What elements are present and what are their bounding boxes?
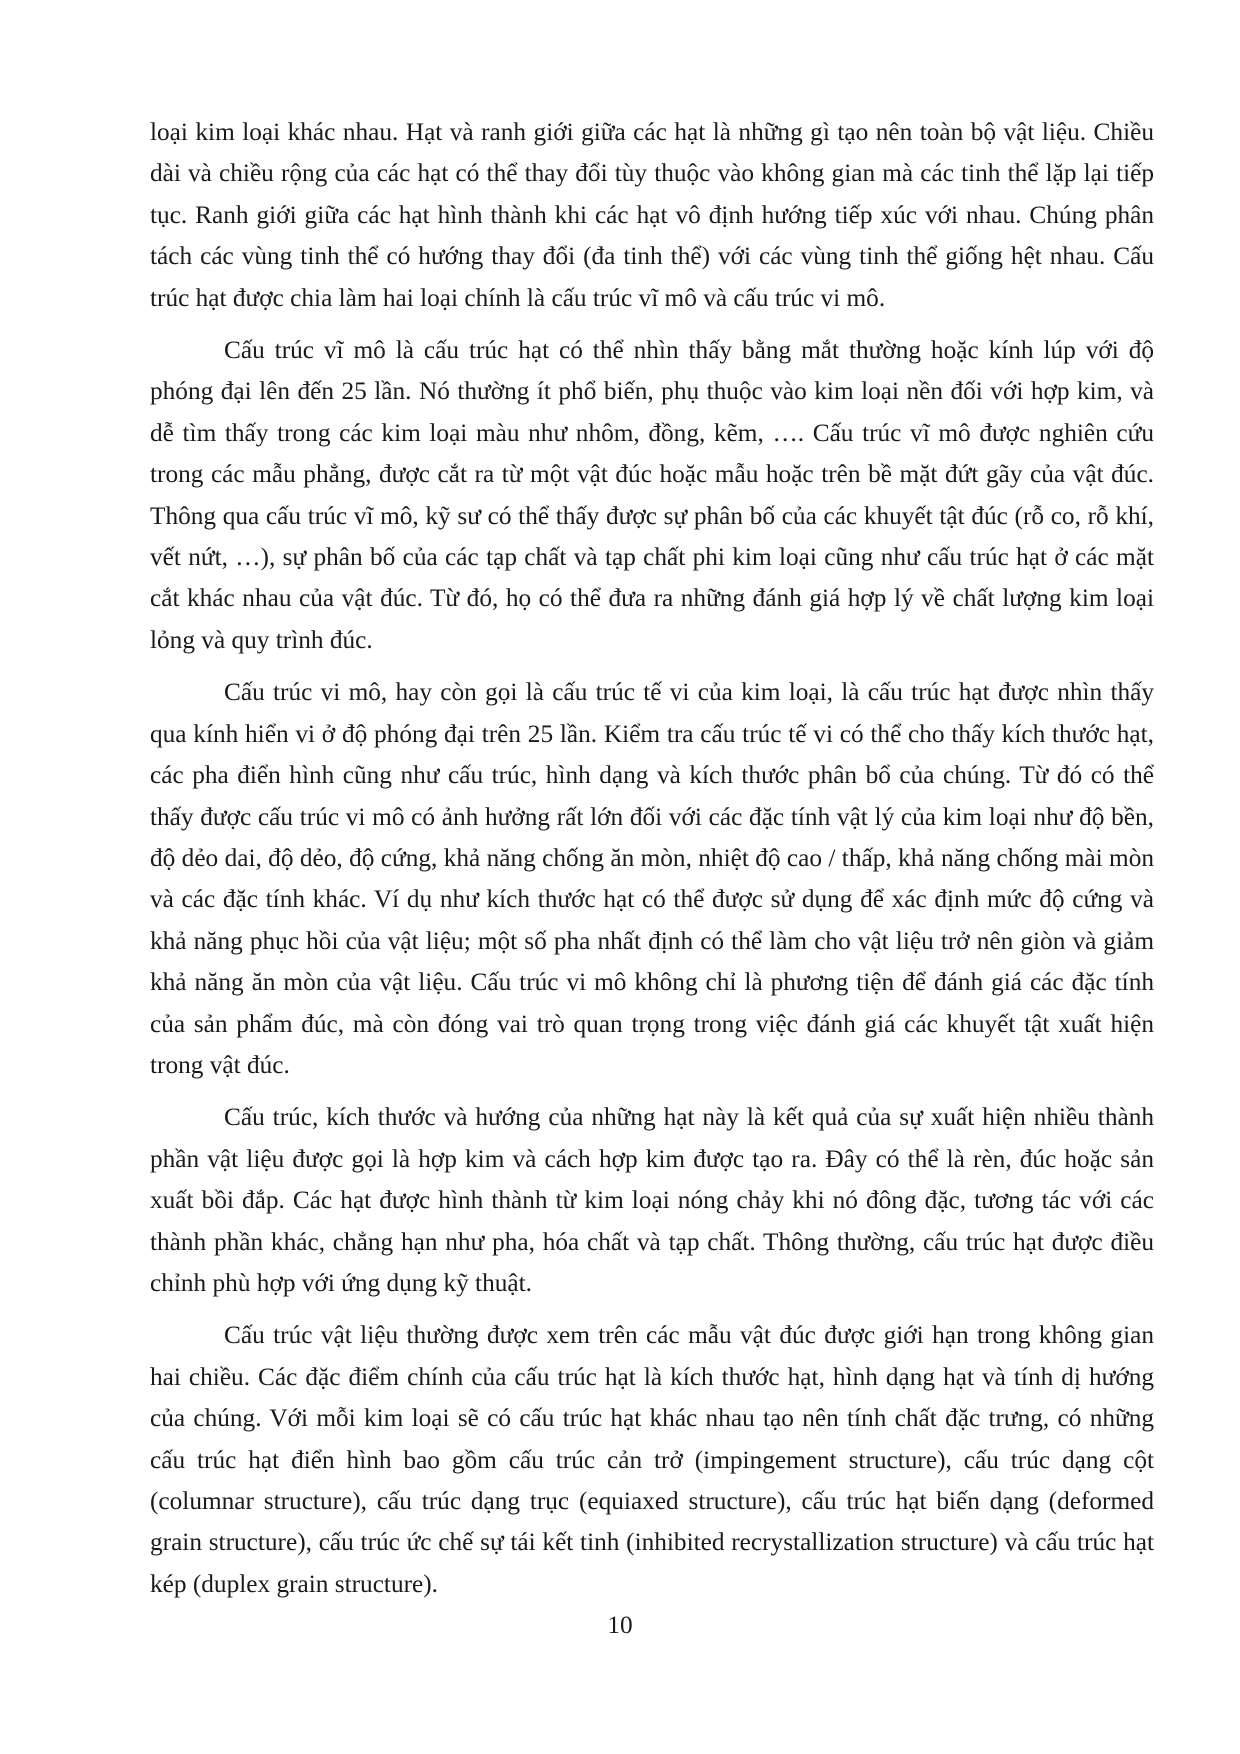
paragraph-grain-formation: Cấu trúc, kích thước và hướng của những hạt này là kết quả của sự xuất hiện nhiều thành phần vật liệu được gọi là hợp kim và cách hợp kim được tạo ra. Đây có thể là rèn, đúc hoặc sản xuất bồi đắp. Các hạt được hình thành từ kim loại nóng chảy khi nó đông đặc, tương tác với các thành phần khác, chẳng hạn như pha, hóa chất và tạp chất. Thông thường, cấu trúc hạt được điều chỉnh phù hợp với ứng dụng kỹ thuật. [150, 1103, 1154, 1297]
paragraph-microstructure: Cấu trúc vi mô, hay còn gọi là cấu trúc tế vi của kim loại, là cấu trúc hạt được nhìn thấy qua kính hiển vi ở độ phóng đại trên 25 lần. Kiểm tra cấu trúc tế vi có thể cho thấy kích thước hạt, các pha điển hình cũng như cấu trúc, hình dạng và kích thước phân bổ của chúng. Từ đó có thể thấy được cấu trúc vi mô có ảnh hưởng rất lớn đối với các đặc tính vật lý của kim loại như độ bền, độ dẻo dai, độ dẻo, độ cứng, khả năng chống ăn mòn, nhiệt độ cao / thấp, khả năng chống mài mòn và các đặc tính khác. Ví dụ như kích thước hạt có thể được sử dụng để xác định mức độ cứng và khả năng phục hồi của vật liệu; một số pha nhất định có thể làm cho vật liệu trở nên giòn và giảm khả năng ăn mòn của vật liệu. Cấu trúc vi mô không chỉ là phương tiện để đánh giá các đặc tính của sản phẩm đúc, mà còn đóng vai trò quan trọng trong việc đánh giá các khuyết tật xuất hiện trong vật đúc. [150, 678, 1154, 1079]
body-text [150, 112, 1154, 1616]
paragraph-continued: loại kim loại khác nhau. Hạt và ranh giới giữa các hạt là những gì tạo nên toàn bộ vật liệu. Chiều dài và chiều rộng của các hạt có thể thay đổi tùy thuộc vào không gian mà các tinh thể lặp lại tiếp tục. Ranh giới giữa các hạt hình thành khi các hạt vô định hướng tiếp xúc với nhau. Chúng phân tách các vùng tinh thể có hướng thay đổi (đa tinh thể) với các vùng tinh thể giống hệt nhau. Cấu trúc hạt được chia làm hai loại chính là cấu trúc vĩ mô và cấu trúc vi mô. [150, 118, 1154, 312]
page-number: 10 [607, 1611, 633, 1639]
paragraph-macrostructure: Cấu trúc vĩ mô là cấu trúc hạt có thể nhìn thấy bằng mắt thường hoặc kính lúp với độ phóng đại lên đến 25 lần. Nó thường ít phổ biến, phụ thuộc vào kim loại nền đối với hợp kim, và dễ tìm thấy trong các kim loại màu như nhôm, đồng, kẽm, …. Cấu trúc vĩ mô được nghiên cứu trong các mẫu phẳng, được cắt ra từ một vật đúc hoặc mẫu hoặc trên bề mặt đứt gãy của vật đúc. Thông qua cấu trúc vĩ mô, kỹ sư có thể thấy được sự phân bố của các khuyết tật đúc (rỗ co, rỗ khí, vết nứt, …), sự phân bố của các tạp chất và tạp chất phi kim loại cũng như cấu trúc hạt ở các mặt cắt khác nhau của vật đúc. Từ đó, họ có thể đưa ra những đánh giá hợp lý về chất lượng kim loại lỏng và quy trình đúc. [150, 336, 1154, 654]
paragraph-grain-types: Cấu trúc vật liệu thường được xem trên các mẫu vật đúc được giới hạn trong không gian hai chiều. Các đặc điểm chính của cấu trúc hạt là kích thước hạt, hình dạng hạt và tính dị hướng của chúng. Với mỗi kim loại sẽ có cấu trúc hạt khác nhau tạo nên tính chất đặc trưng, có những cấu trúc hạt điển hình bao gồm cấu trúc cản trở (impingement structure), cấu trúc dạng cột (columnar structure), cấu trúc dạng trục (equiaxed structure), cấu trúc hạt biến dạng (deformed grain structure), cấu trúc ức chế sự tái kết tinh (inhibited recrystallization structure) và cấu trúc hạt kép (duplex grain structure). [150, 1321, 1154, 1598]
